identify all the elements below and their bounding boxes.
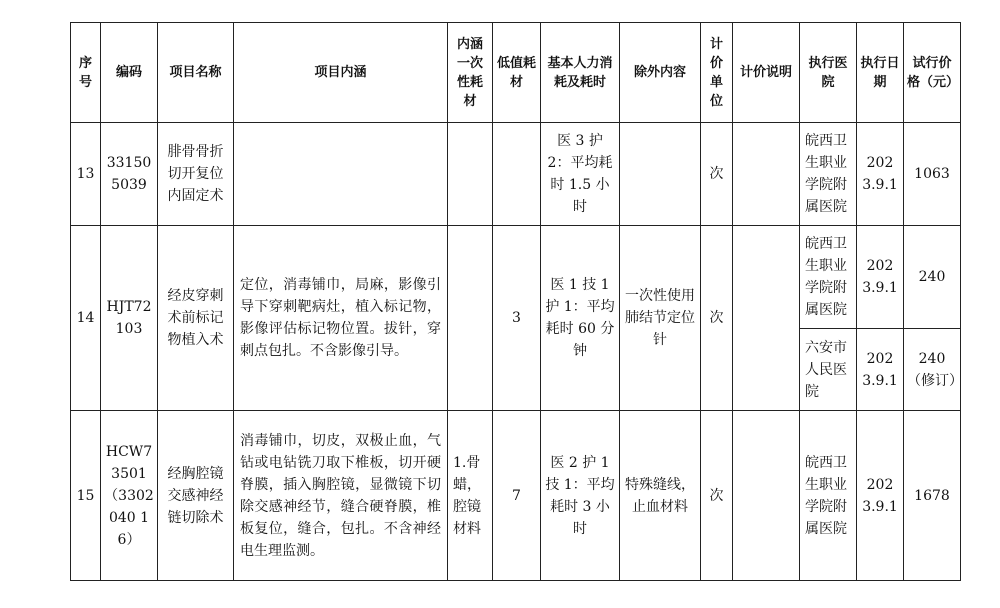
- cell-code: HJT72103: [101, 226, 158, 411]
- cell-content: 消毒铺巾，切皮，双极止血，气钻或电钻铣刀取下椎板，切开硬脊膜，插入胸腔镜，显微镜下切除交感神经节，缝合硬脊膜，椎板复位，缝合，包扎。不含神经电生理监测。: [234, 411, 448, 581]
- header-unit: 计价单位: [701, 23, 733, 123]
- header-exclusion: 除外内容: [620, 23, 701, 123]
- cell-price: 1678: [904, 411, 961, 581]
- cell-name: 腓骨骨折切开复位内固定术: [158, 123, 234, 226]
- pricing-table: [70, 22, 961, 581]
- header-code: 编码: [101, 23, 158, 123]
- cell-content: [234, 123, 448, 226]
- pricing-table-wrapper: [70, 22, 963, 580]
- cell-hospital: 皖西卫生职业学院附属医院: [800, 226, 857, 329]
- cell-disposable: [448, 226, 493, 411]
- cell-unit: 次: [701, 226, 733, 411]
- cell-labor: 医 1 技 1 护 1：平均耗时 60 分钟: [541, 226, 620, 411]
- header-seq: 序号: [71, 23, 101, 123]
- cell-name: 经胸腔镜交感神经链切除术: [158, 411, 234, 581]
- cell-exclusion: [620, 123, 701, 226]
- cell-code: HCW73501（3302040 16）: [101, 411, 158, 581]
- header-name: 项目名称: [158, 23, 234, 123]
- table-row: [71, 411, 961, 581]
- cell-unit: 次: [701, 123, 733, 226]
- cell-date: 2023.9.1: [857, 226, 904, 329]
- cell-exclusion: 特殊缝线，止血材料: [620, 411, 701, 581]
- cell-price: 240（修订）: [904, 329, 961, 411]
- cell-hospital: 皖西卫生职业学院附属医院: [800, 411, 857, 581]
- cell-low-value: 7: [493, 411, 541, 581]
- cell-seq: 13: [71, 123, 101, 226]
- cell-pricing-note: [733, 123, 800, 226]
- cell-disposable: [448, 123, 493, 226]
- cell-low-value: [493, 123, 541, 226]
- cell-content: 定位，消毒铺巾，局麻，影像引导下穿刺靶病灶，植入标记物，影像评估标记物位置。拔针，穿刺点包扎。不含影像引导。: [234, 226, 448, 411]
- cell-date: 2023.9.1: [857, 411, 904, 581]
- cell-hospital: 皖西卫生职业学院附属医院: [800, 123, 857, 226]
- cell-pricing-note: [733, 411, 800, 581]
- cell-pricing-note: [733, 226, 800, 411]
- cell-code: 331505039: [101, 123, 158, 226]
- header-low-value: 低值耗材: [493, 23, 541, 123]
- header-hospital: 执行医院: [800, 23, 857, 123]
- table-row: [71, 226, 961, 329]
- cell-name: 经皮穿刺术前标记物植入术: [158, 226, 234, 411]
- cell-seq: 14: [71, 226, 101, 411]
- header-disposable: 内涵一次性耗材: [448, 23, 493, 123]
- header-row: [71, 23, 961, 123]
- table-row: [71, 123, 961, 226]
- cell-seq: 15: [71, 411, 101, 581]
- cell-unit: 次: [701, 411, 733, 581]
- cell-price: 240: [904, 226, 961, 329]
- cell-date: 2023.9.1: [857, 123, 904, 226]
- header-price: 试行价格（元）: [904, 23, 961, 123]
- cell-labor: 医 2 护 1 技 1：平均耗时 3 小时: [541, 411, 620, 581]
- cell-low-value: 3: [493, 226, 541, 411]
- cell-hospital: 六安市人民医院: [800, 329, 857, 411]
- header-content: 项目内涵: [234, 23, 448, 123]
- cell-exclusion: 一次性使用肺结节定位针: [620, 226, 701, 411]
- cell-labor: 医 3 护 2：平均耗时 1.5 小时: [541, 123, 620, 226]
- cell-date: 2023.9.1: [857, 329, 904, 411]
- cell-price: 1063: [904, 123, 961, 226]
- header-pricing-note: 计价说明: [733, 23, 800, 123]
- header-date: 执行日期: [857, 23, 904, 123]
- header-labor: 基本人力消耗及耗时: [541, 23, 620, 123]
- cell-disposable: 1.骨蜡，腔镜材料: [448, 411, 493, 581]
